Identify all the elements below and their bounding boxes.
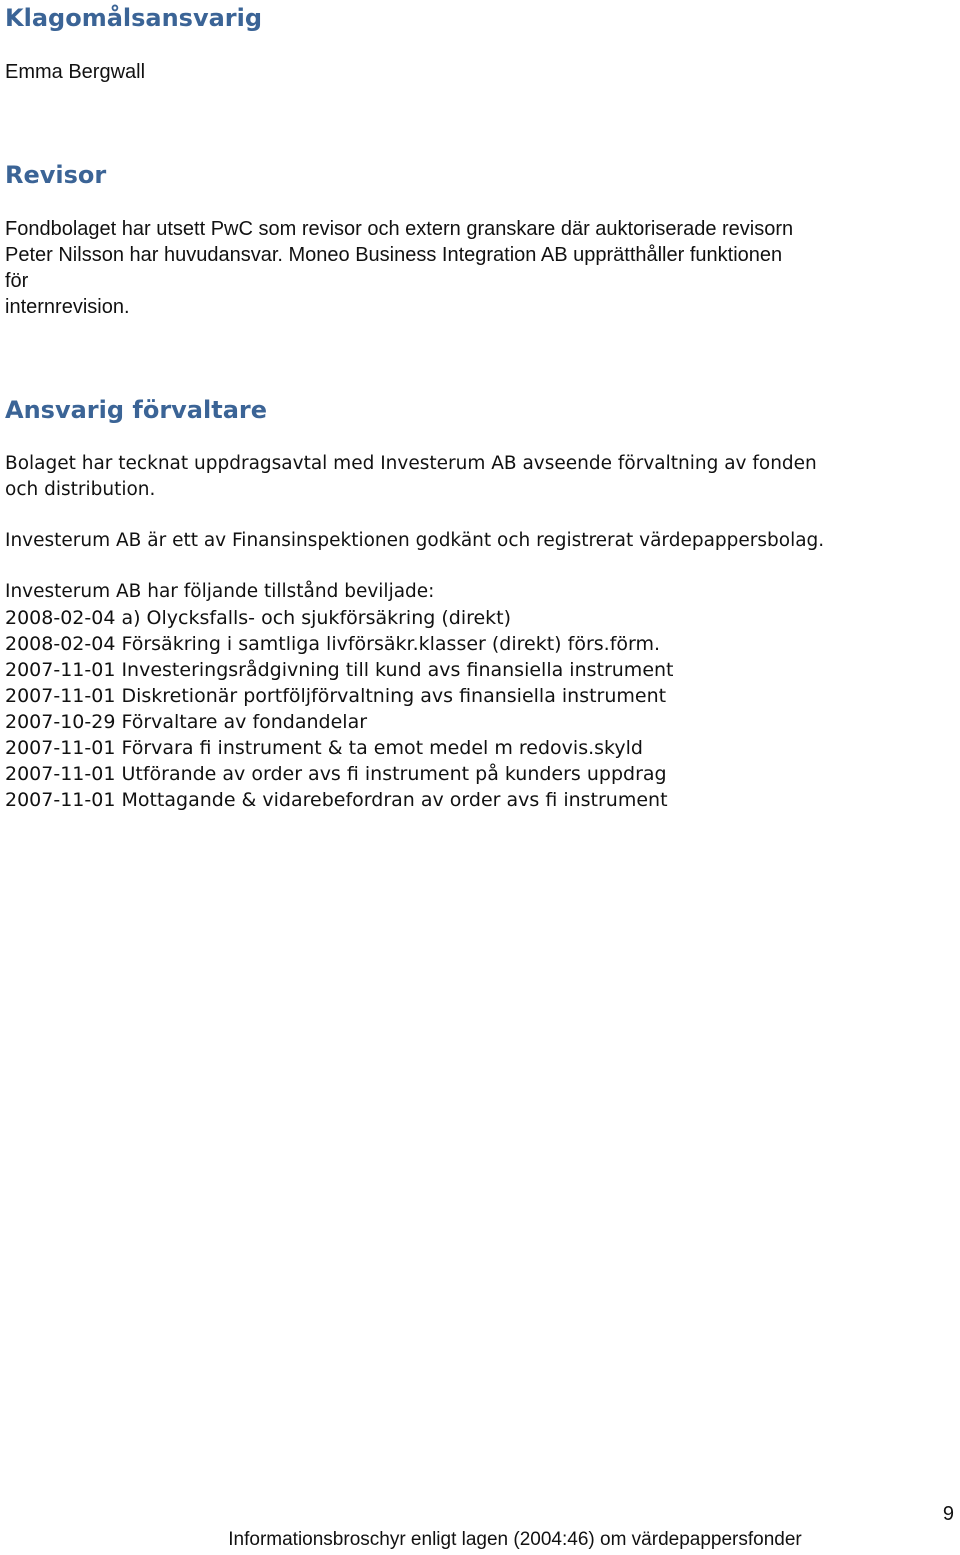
manager-paragraph-1-line-2: och distribution.: [5, 479, 156, 500]
manager-paragraph-2: Investerum AB är ett av Finansinspektionen godkänt och registrerat värdepappersbolag.: [5, 530, 825, 551]
auditor-line-4: internrevision.: [5, 296, 130, 318]
auditor-line-2: Peter Nilsson har huvudansvar. Moneo Business Integration AB upprätthåller funktionen: [5, 244, 783, 266]
complaints-officer-name: Emma Bergwall: [5, 61, 146, 83]
permits-list: [5, 605, 674, 813]
permit-item: 2007-11-01 Mottagande & vidarebefordran av order avs fi instrument: [5, 789, 668, 811]
permit-item: 2007-10-29 Förvaltare av fondandelar: [5, 711, 368, 733]
page-number: 9: [942, 1503, 954, 1525]
auditor-line-1: Fondbolaget har utsett PwC som revisor och extern granskare där auktoriserade revisorn: [5, 218, 794, 240]
permit-item: 2007-11-01 Investeringsrådgivning till kund avs finansiella instrument: [5, 659, 674, 681]
permit-item: 2007-11-01 Utförande av order avs fi instrument på kunders uppdrag: [5, 763, 667, 785]
permit-item: 2008-02-04 a) Olycksfalls- och sjukförsäkring (direkt): [5, 607, 512, 629]
permit-item: 2007-11-01 Förvara fi instrument & ta emot medel m redovis.skyld: [5, 737, 643, 759]
auditor-heading: Revisor: [5, 161, 107, 189]
manager-paragraph-1-line-1: Bolaget har tecknat uppdragsavtal med Investerum AB avseende förvaltning av fonden: [5, 453, 817, 474]
manager-heading: Ansvarig förvaltare: [5, 396, 267, 424]
complaints-heading: Klagomålsansvarig: [5, 4, 263, 32]
auditor-line-3: för: [5, 270, 29, 292]
permits-intro: Investerum AB har följande tillstånd beviljade:: [5, 581, 435, 602]
permit-item: 2007-11-01 Diskretionär portföljförvaltning avs finansiella instrument: [5, 685, 667, 707]
permit-item: 2008-02-04 Försäkring i samtliga livförsäkr.klasser (direkt) förs.förm.: [5, 633, 661, 655]
footer-text: Informationsbroschyr enligt lagen (2004:46) om värdepappersfonder: [228, 1529, 802, 1550]
